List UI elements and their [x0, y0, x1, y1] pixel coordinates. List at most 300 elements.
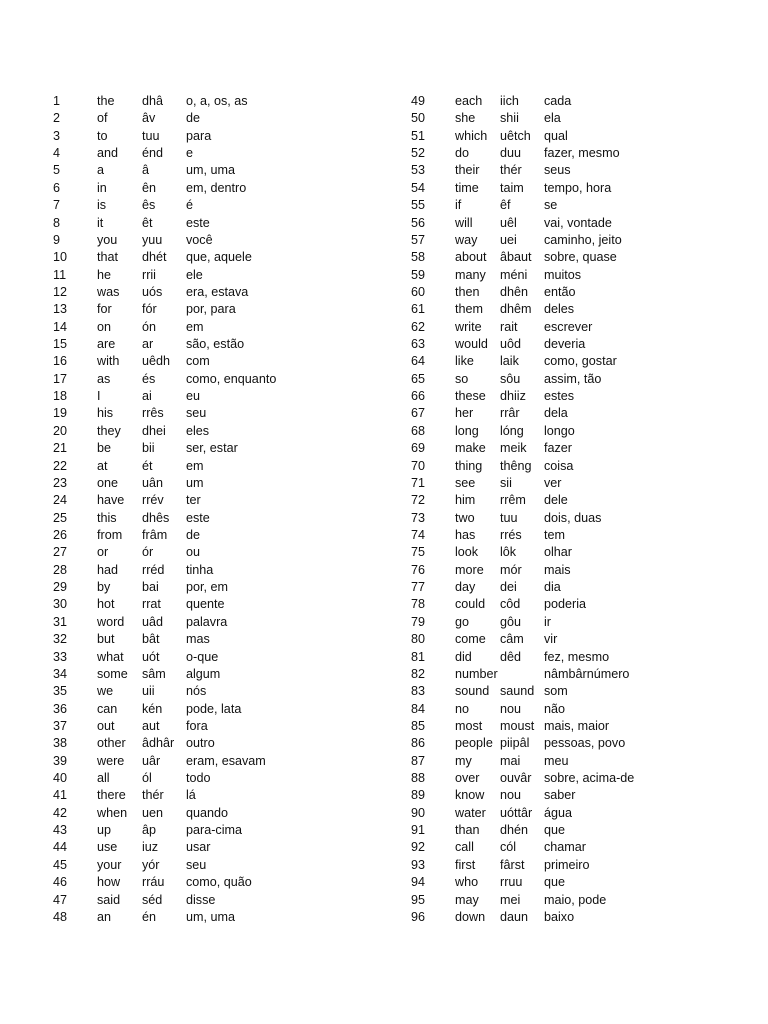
- pronunciation: tuu: [500, 510, 518, 525]
- english-word: the: [97, 94, 115, 108]
- portuguese-translation: longo: [544, 423, 575, 438]
- english-word: said: [97, 892, 121, 907]
- portuguese-translation: se: [544, 198, 558, 213]
- row-number: 60: [411, 284, 426, 299]
- english-word: an: [97, 909, 112, 924]
- portuguese-translation: dele: [544, 493, 568, 508]
- row-number: 71: [411, 475, 426, 490]
- row-number: 79: [411, 614, 426, 629]
- pronunciation: âv: [142, 111, 156, 126]
- row-number: 75: [411, 545, 426, 560]
- english-word: people: [455, 736, 493, 751]
- pronunciation: ouvâr: [500, 771, 532, 786]
- portuguese-translation: quente: [186, 597, 225, 612]
- pronunciation: â: [142, 163, 150, 178]
- portuguese-translation: dela: [544, 406, 568, 421]
- portuguese-translation: outro: [186, 736, 215, 751]
- pronunciation: saund: [500, 684, 535, 699]
- english-word: are: [97, 337, 116, 352]
- english-word: I: [97, 389, 101, 404]
- english-word: or: [97, 545, 109, 560]
- portuguese-translation: seus: [544, 163, 571, 178]
- pronunciation: rrat: [142, 597, 161, 612]
- portuguese-translation: ser, estar: [186, 441, 238, 456]
- portuguese-translation: e: [186, 146, 194, 161]
- pronunciation: dhêm: [500, 302, 532, 317]
- portuguese-translation: saber: [544, 788, 576, 803]
- portuguese-translation: este: [186, 510, 210, 525]
- pronunciation: séd: [142, 892, 163, 907]
- pronunciation: rráu: [142, 875, 165, 890]
- english-word: of: [97, 111, 108, 126]
- row-number: 53: [411, 163, 426, 178]
- english-word: know: [455, 788, 485, 803]
- row-number: 27: [53, 545, 68, 560]
- row-number: 34: [53, 666, 68, 681]
- portuguese-translation: deveria: [544, 337, 586, 352]
- pronunciation: rrâr: [500, 406, 520, 421]
- pronunciation: lóng: [500, 423, 524, 438]
- english-word: by: [97, 580, 111, 595]
- pronunciation: thêng: [500, 458, 532, 473]
- english-word: she: [455, 111, 476, 126]
- row-number: 73: [411, 510, 426, 525]
- english-word: can: [97, 701, 118, 716]
- english-word: long: [455, 423, 479, 438]
- row-number: 41: [53, 788, 68, 803]
- pronunciation: laik: [500, 354, 519, 369]
- english-word: so: [455, 371, 469, 386]
- pronunciation: lôk: [500, 545, 517, 560]
- row-number: 70: [411, 458, 426, 473]
- portuguese-translation: dia: [544, 580, 561, 595]
- row-number: 17: [53, 371, 68, 386]
- pronunciation: piipâl: [500, 736, 530, 751]
- row-number: 52: [411, 146, 426, 161]
- portuguese-translation: eram, esavam: [186, 753, 266, 768]
- portuguese-translation: para-cima: [186, 823, 242, 838]
- pronunciation: côd: [500, 597, 521, 612]
- portuguese-translation: escrever: [544, 319, 593, 334]
- row-number: 42: [53, 805, 68, 820]
- pronunciation: uêl: [500, 215, 517, 230]
- english-word: in: [97, 180, 107, 195]
- row-number: 3: [53, 128, 61, 143]
- row-number: 8: [53, 215, 61, 230]
- portuguese-translation: assim, tão: [544, 371, 602, 386]
- portuguese-translation: mais, maior: [544, 718, 610, 733]
- english-word: on: [97, 319, 112, 334]
- row-number: 96: [411, 909, 426, 924]
- english-word: hot: [97, 597, 115, 612]
- row-number: 21: [53, 441, 68, 456]
- english-word: for: [97, 302, 112, 317]
- english-word: it: [97, 215, 104, 230]
- portuguese-translation: pode, lata: [186, 701, 242, 716]
- portuguese-translation: ter: [186, 493, 201, 508]
- portuguese-translation: olhar: [544, 545, 573, 560]
- row-number: 25: [53, 510, 68, 525]
- pronunciation: méni: [500, 267, 528, 282]
- portuguese-translation: são, estão: [186, 337, 245, 352]
- row-number: 74: [411, 527, 426, 542]
- english-word: call: [455, 840, 474, 855]
- english-word: write: [455, 319, 482, 334]
- row-number: 18: [53, 389, 68, 404]
- english-word: there: [97, 788, 126, 803]
- row-number: 90: [411, 805, 426, 820]
- pronunciation: énd: [142, 146, 164, 161]
- pronunciation: rrês: [142, 406, 164, 421]
- portuguese-translation: fazer: [544, 441, 572, 456]
- english-word: than: [455, 823, 480, 838]
- row-number: 39: [53, 753, 68, 768]
- english-word: more: [455, 562, 484, 577]
- english-word: each: [455, 94, 483, 108]
- english-word: her: [455, 406, 474, 421]
- pronunciation: rait: [500, 319, 518, 334]
- pronunciation: shii: [500, 111, 519, 126]
- portuguese-translation: o, a, os, as: [186, 94, 248, 108]
- row-number: 28: [53, 562, 68, 577]
- row-number: 37: [53, 718, 68, 733]
- row-number: 58: [411, 250, 426, 265]
- pronunciation: âp: [142, 823, 157, 838]
- portuguese-translation: qual: [544, 128, 568, 143]
- pronunciation: dhês: [142, 510, 170, 525]
- row-number: 32: [53, 632, 68, 647]
- portuguese-translation: nâmbârnúmero: [544, 666, 630, 681]
- pronunciation: bai: [142, 580, 159, 595]
- portuguese-translation: pessoas, povo: [544, 736, 626, 751]
- portuguese-translation: dois, duas: [544, 510, 602, 525]
- pronunciation: ês: [142, 198, 156, 213]
- english-word: out: [97, 718, 115, 733]
- pronunciation: uâr: [142, 753, 161, 768]
- row-number: 10: [53, 250, 68, 265]
- portuguese-translation: tem: [544, 527, 565, 542]
- row-number: 26: [53, 527, 68, 542]
- english-word: your: [97, 857, 122, 872]
- row-number: 11: [53, 267, 67, 282]
- english-word: number: [455, 666, 498, 681]
- portuguese-translation: água: [544, 805, 573, 820]
- portuguese-translation: não: [544, 701, 566, 716]
- portuguese-translation: lá: [186, 788, 196, 803]
- english-word: other: [97, 736, 126, 751]
- pronunciation: mei: [500, 892, 521, 907]
- pronunciation: gôu: [500, 614, 522, 629]
- english-word: no: [455, 701, 470, 716]
- portuguese-translation: deles: [544, 302, 575, 317]
- english-word: were: [97, 753, 125, 768]
- row-number: 91: [411, 823, 426, 838]
- row-number: 48: [53, 909, 68, 924]
- portuguese-translation: ela: [544, 111, 561, 126]
- portuguese-translation: eles: [186, 423, 210, 438]
- portuguese-translation: cada: [544, 94, 572, 108]
- pronunciation: uêtch: [500, 128, 531, 143]
- portuguese-translation: fez, mesmo: [544, 649, 610, 664]
- portuguese-translation: é: [186, 198, 194, 213]
- pronunciation: dhei: [142, 423, 166, 438]
- pronunciation: sâm: [142, 666, 166, 681]
- portuguese-translation: primeiro: [544, 857, 590, 872]
- row-number: 45: [53, 857, 68, 872]
- english-word: a: [97, 163, 105, 178]
- row-number: 16: [53, 354, 68, 369]
- pronunciation: êt: [142, 215, 153, 230]
- row-number: 85: [411, 718, 426, 733]
- portuguese-translation: como, quão: [186, 875, 252, 890]
- english-word: way: [455, 232, 478, 247]
- portuguese-translation: um, uma: [186, 909, 235, 924]
- portuguese-translation: o-que: [186, 649, 219, 664]
- pronunciation: âbaut: [500, 250, 532, 265]
- pronunciation: bii: [142, 441, 155, 456]
- portuguese-translation: então: [544, 284, 576, 299]
- row-number: 65: [411, 371, 426, 386]
- row-number: 66: [411, 389, 426, 404]
- row-number: 12: [53, 284, 68, 299]
- pronunciation: uâd: [142, 614, 164, 629]
- english-word: that: [97, 250, 119, 265]
- english-word: like: [455, 354, 474, 369]
- pronunciation: uen: [142, 805, 164, 820]
- portuguese-translation: um: [186, 475, 204, 490]
- english-word: as: [97, 371, 111, 386]
- pronunciation: fór: [142, 302, 157, 317]
- portuguese-translation: todo: [186, 771, 211, 786]
- english-word: what: [97, 649, 124, 664]
- pronunciation: frâm: [142, 527, 168, 542]
- pronunciation: rrés: [500, 527, 522, 542]
- pronunciation: dêd: [500, 649, 522, 664]
- row-number: 19: [53, 406, 68, 421]
- portuguese-translation: algum: [186, 666, 221, 681]
- english-word: go: [455, 614, 470, 629]
- pronunciation: sôu: [500, 371, 521, 386]
- row-number: 30: [53, 597, 68, 612]
- pronunciation: aut: [142, 718, 160, 733]
- english-word: if: [455, 198, 462, 213]
- row-number: 87: [411, 753, 426, 768]
- row-number: 76: [411, 562, 426, 577]
- portuguese-translation: vir: [544, 632, 558, 647]
- pronunciation: uóttâr: [500, 805, 533, 820]
- portuguese-translation: ele: [186, 267, 203, 282]
- portuguese-translation: usar: [186, 840, 211, 855]
- pronunciation: meik: [500, 441, 527, 456]
- row-number: 38: [53, 736, 68, 751]
- row-number: 81: [411, 649, 426, 664]
- english-word: him: [455, 493, 476, 508]
- pronunciation: yór: [142, 857, 160, 872]
- row-number: 49: [411, 94, 426, 108]
- portuguese-translation: coisa: [544, 458, 574, 473]
- portuguese-translation: que: [544, 875, 566, 890]
- english-word: he: [97, 267, 112, 282]
- portuguese-translation: seu: [186, 857, 207, 872]
- english-word: could: [455, 597, 486, 612]
- english-word: up: [97, 823, 112, 838]
- portuguese-translation: em: [186, 458, 204, 473]
- pronunciation: moust: [500, 718, 535, 733]
- pronunciation: ór: [142, 545, 154, 560]
- pronunciation: kén: [142, 701, 163, 716]
- portuguese-translation: quando: [186, 805, 229, 820]
- portuguese-translation: meu: [544, 753, 569, 768]
- pronunciation: mai: [500, 753, 521, 768]
- english-word: from: [97, 527, 123, 542]
- english-word: these: [455, 389, 486, 404]
- portuguese-translation: como, gostar: [544, 354, 617, 369]
- portuguese-translation: vai, vontade: [544, 215, 612, 230]
- english-word: them: [455, 302, 483, 317]
- portuguese-translation: eu: [186, 389, 201, 404]
- row-number: 6: [53, 180, 61, 195]
- portuguese-translation: poderia: [544, 597, 587, 612]
- row-number: 89: [411, 788, 426, 803]
- row-number: 88: [411, 771, 426, 786]
- row-number: 80: [411, 632, 426, 647]
- row-number: 43: [53, 823, 68, 838]
- english-word: over: [455, 771, 480, 786]
- pronunciation: rruu: [500, 875, 523, 890]
- english-word: which: [455, 128, 488, 143]
- english-word: do: [455, 146, 470, 161]
- row-number: 36: [53, 701, 68, 716]
- pronunciation: yuu: [142, 232, 163, 247]
- portuguese-translation: de: [186, 111, 201, 126]
- english-word: come: [455, 632, 486, 647]
- pronunciation: rréd: [142, 562, 165, 577]
- row-number: 50: [411, 111, 426, 126]
- english-word: with: [97, 354, 120, 369]
- english-word: first: [455, 857, 476, 872]
- pronunciation: cól: [500, 840, 517, 855]
- portuguese-translation: tinha: [186, 562, 214, 577]
- english-word: then: [455, 284, 480, 299]
- english-word: one: [97, 475, 119, 490]
- english-word: how: [97, 875, 121, 890]
- pronunciation: ên: [142, 180, 157, 195]
- row-number: 62: [411, 319, 426, 334]
- english-word: water: [455, 805, 486, 820]
- pronunciation: ón: [142, 319, 157, 334]
- english-word: my: [455, 753, 472, 768]
- portuguese-translation: que, aquele: [186, 250, 252, 265]
- portuguese-translation: este: [186, 215, 210, 230]
- english-word: two: [455, 510, 475, 525]
- english-word: about: [455, 250, 487, 265]
- row-number: 94: [411, 875, 426, 890]
- row-number: 82: [411, 666, 426, 681]
- portuguese-translation: em: [186, 319, 204, 334]
- pronunciation: daun: [500, 909, 529, 924]
- portuguese-translation: fazer, mesmo: [544, 146, 620, 161]
- row-number: 40: [53, 771, 68, 786]
- pronunciation: dhâ: [142, 94, 164, 108]
- portuguese-translation: ir: [544, 614, 551, 629]
- row-number: 47: [53, 892, 68, 907]
- row-number: 33: [53, 649, 68, 664]
- english-word: see: [455, 475, 476, 490]
- english-word: have: [97, 493, 125, 508]
- row-number: 13: [53, 302, 68, 317]
- portuguese-translation: um, uma: [186, 163, 235, 178]
- english-word: was: [97, 284, 120, 299]
- pronunciation: rrév: [142, 493, 164, 508]
- row-number: 14: [53, 319, 68, 334]
- row-number: 95: [411, 892, 426, 907]
- row-number: 24: [53, 493, 68, 508]
- pronunciation: sii: [500, 475, 512, 490]
- english-word: all: [97, 771, 110, 786]
- pronunciation: êf: [500, 198, 511, 213]
- pronunciation: ét: [142, 458, 153, 473]
- english-word: and: [97, 146, 119, 161]
- pronunciation: thér: [500, 163, 522, 178]
- row-number: 9: [53, 232, 61, 247]
- english-word: word: [97, 614, 125, 629]
- portuguese-translation: de: [186, 527, 201, 542]
- portuguese-translation: que: [544, 823, 566, 838]
- pronunciation: uót: [142, 649, 160, 664]
- portuguese-translation: para: [186, 128, 212, 143]
- english-word: would: [455, 337, 488, 352]
- pronunciation: ól: [142, 771, 152, 786]
- portuguese-translation: disse: [186, 892, 216, 907]
- english-word: at: [97, 458, 108, 473]
- row-number: 7: [53, 198, 61, 213]
- row-number: 84: [411, 701, 426, 716]
- english-word: did: [455, 649, 472, 664]
- pronunciation: iuz: [142, 840, 159, 855]
- pronunciation: bât: [142, 632, 160, 647]
- pronunciation: dhiiz: [500, 389, 526, 404]
- english-word: day: [455, 580, 476, 595]
- row-number: 83: [411, 684, 426, 699]
- row-number: 69: [411, 441, 426, 456]
- pronunciation: dhên: [500, 284, 529, 299]
- portuguese-translation: mais: [544, 562, 571, 577]
- row-number: 64: [411, 354, 426, 369]
- portuguese-translation: muitos: [544, 267, 582, 282]
- english-word: some: [97, 666, 128, 681]
- portuguese-translation: ou: [186, 545, 201, 560]
- portuguese-translation: chamar: [544, 840, 586, 855]
- pronunciation: nou: [500, 788, 522, 803]
- english-word: has: [455, 527, 476, 542]
- pronunciation: âdhâr: [142, 736, 175, 751]
- row-number: 72: [411, 493, 426, 508]
- row-number: 92: [411, 840, 426, 855]
- english-word: use: [97, 840, 118, 855]
- pronunciation: tuu: [142, 128, 160, 143]
- english-word: to: [97, 128, 108, 143]
- pronunciation: dhén: [500, 823, 529, 838]
- portuguese-translation: você: [186, 232, 213, 247]
- english-word: who: [455, 875, 479, 890]
- row-number: 23: [53, 475, 68, 490]
- portuguese-translation: baixo: [544, 909, 575, 924]
- row-number: 31: [53, 614, 68, 629]
- english-word: may: [455, 892, 479, 907]
- row-number: 1: [53, 94, 61, 108]
- english-word: had: [97, 562, 119, 577]
- english-word: but: [97, 632, 115, 647]
